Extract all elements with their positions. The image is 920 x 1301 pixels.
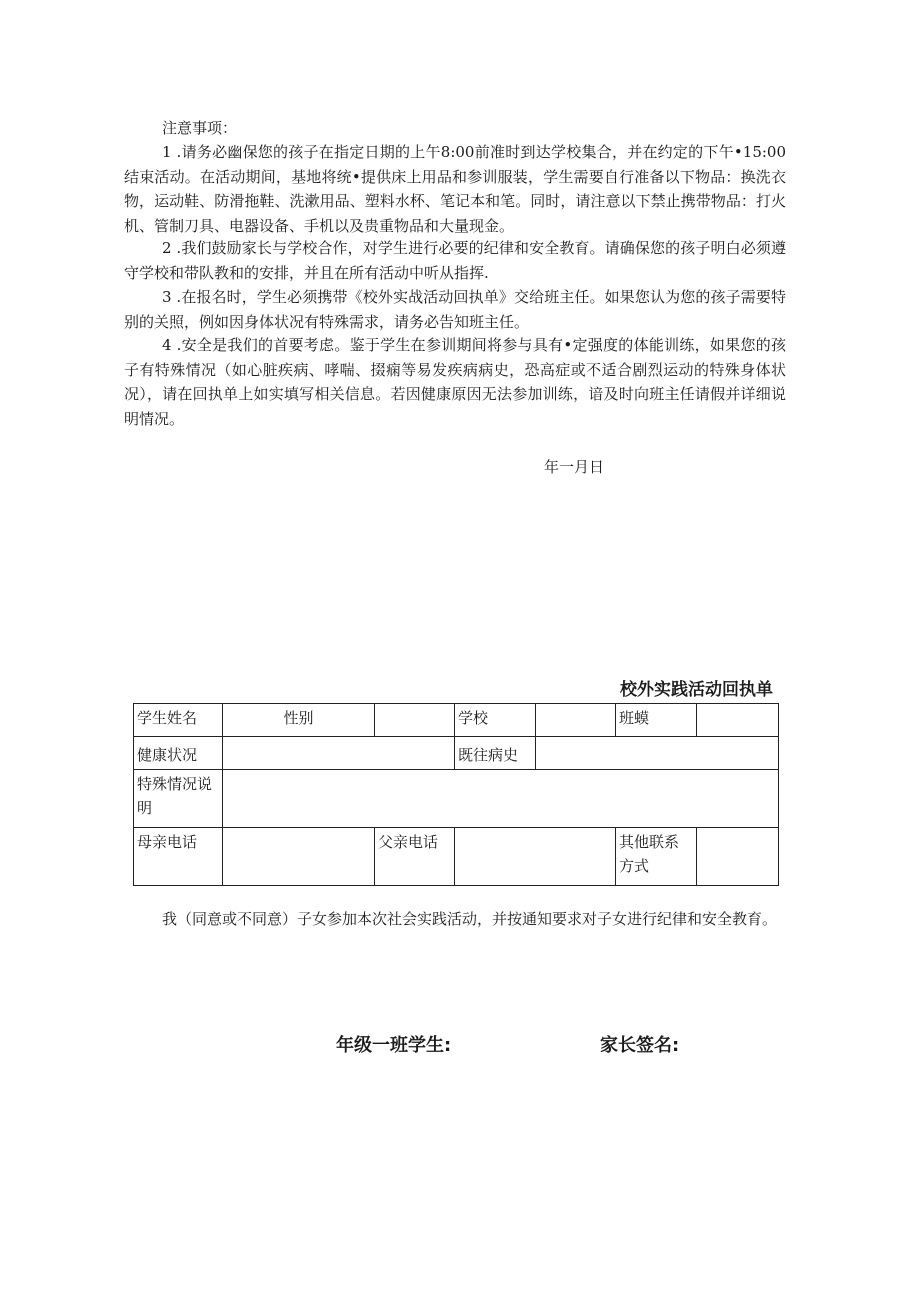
label-special: 特殊情况说明 [134, 770, 223, 828]
notice-item-2: 2 .我们鼓励家长与学校合作，对学生进行必要的纪律和安全教育。请确保您的孩子明白必须遵守学校和带队教和的安排，并且在所有活动中听从指挥. [124, 239, 786, 282]
history-field[interactable] [536, 737, 779, 770]
label-health: 健康状况 [134, 737, 223, 770]
label-gender: 性别 [283, 709, 314, 727]
special-field[interactable] [223, 770, 779, 828]
notice-item-4: 4 .安全是我们的首要考虑。鉴于学生在参训期间将参与具有•定强度的体能训练，如果您的孩子有特殊情况（如心脏疾病、哮喘、掇痫等易发疾病病史，恐高症或不适合剧烈运动的特殊身体状况），请在回执单上如实填写相关信息。若因健康原因无法参加训练，谙及时向班主任请假并详细说明情况。 [124, 336, 786, 428]
mother-phone-field[interactable] [223, 828, 375, 886]
label-history: 既往病史 [455, 737, 536, 770]
receipt-form-table [133, 703, 779, 886]
health-field[interactable] [223, 737, 455, 770]
notice-item-1: 1 .请务必幽保您的孩子在指定日期的上午8:00前准时到达学校集合，并在约定的下午•15:00结束活动。在活动期间，基地将统•提供床上用品和参训服装，学生需要自行准备以下物品：换洗衣物，运动鞋、防滑拖鞋、洗漱用品、塑料水杯、笔记本和笔。同时，请注意以下禁止携带物品：打火机、管制刀具、电器设备、手机以及贵重物品和大量现金。 [124, 143, 786, 235]
date-line: 年一月日 [544, 458, 605, 476]
label-mother-phone: 母亲电话 [134, 828, 223, 886]
label-student-name: 学生姓名 [134, 704, 223, 737]
parent-signature-label: 家长签名: [600, 1035, 680, 1056]
notice-item-3: 3 .在报名时，学生必须携带《校外实战活动回执单》交给班主任。如果您认为您的孩子需要特别的关照，例如因身体状况有特殊需求，请务必告知班主任。 [124, 288, 786, 331]
student-signature-label: 年级一班学生: [336, 1035, 452, 1056]
gender-field[interactable] [375, 704, 455, 737]
class-field[interactable] [697, 704, 779, 737]
school-field[interactable] [536, 704, 616, 737]
label-school: 学校 [455, 704, 536, 737]
label-class: 班蟆 [616, 704, 697, 737]
other-contact-field[interactable] [697, 828, 779, 886]
label-other-contact: 其他联系方式 [616, 828, 697, 886]
label-father-phone: 父亲电话 [375, 828, 455, 886]
form-title: 校外实践活动回执单 [620, 680, 773, 700]
agreement-statement: 我（同意或不同意）子女参加本次社会实践活动，并按通知要求对子女进行纪律和安全教育。 [162, 910, 778, 928]
father-phone-field[interactable] [455, 828, 616, 886]
notice-heading: 注意事项： [162, 119, 238, 137]
student-name-field[interactable] [223, 704, 375, 737]
